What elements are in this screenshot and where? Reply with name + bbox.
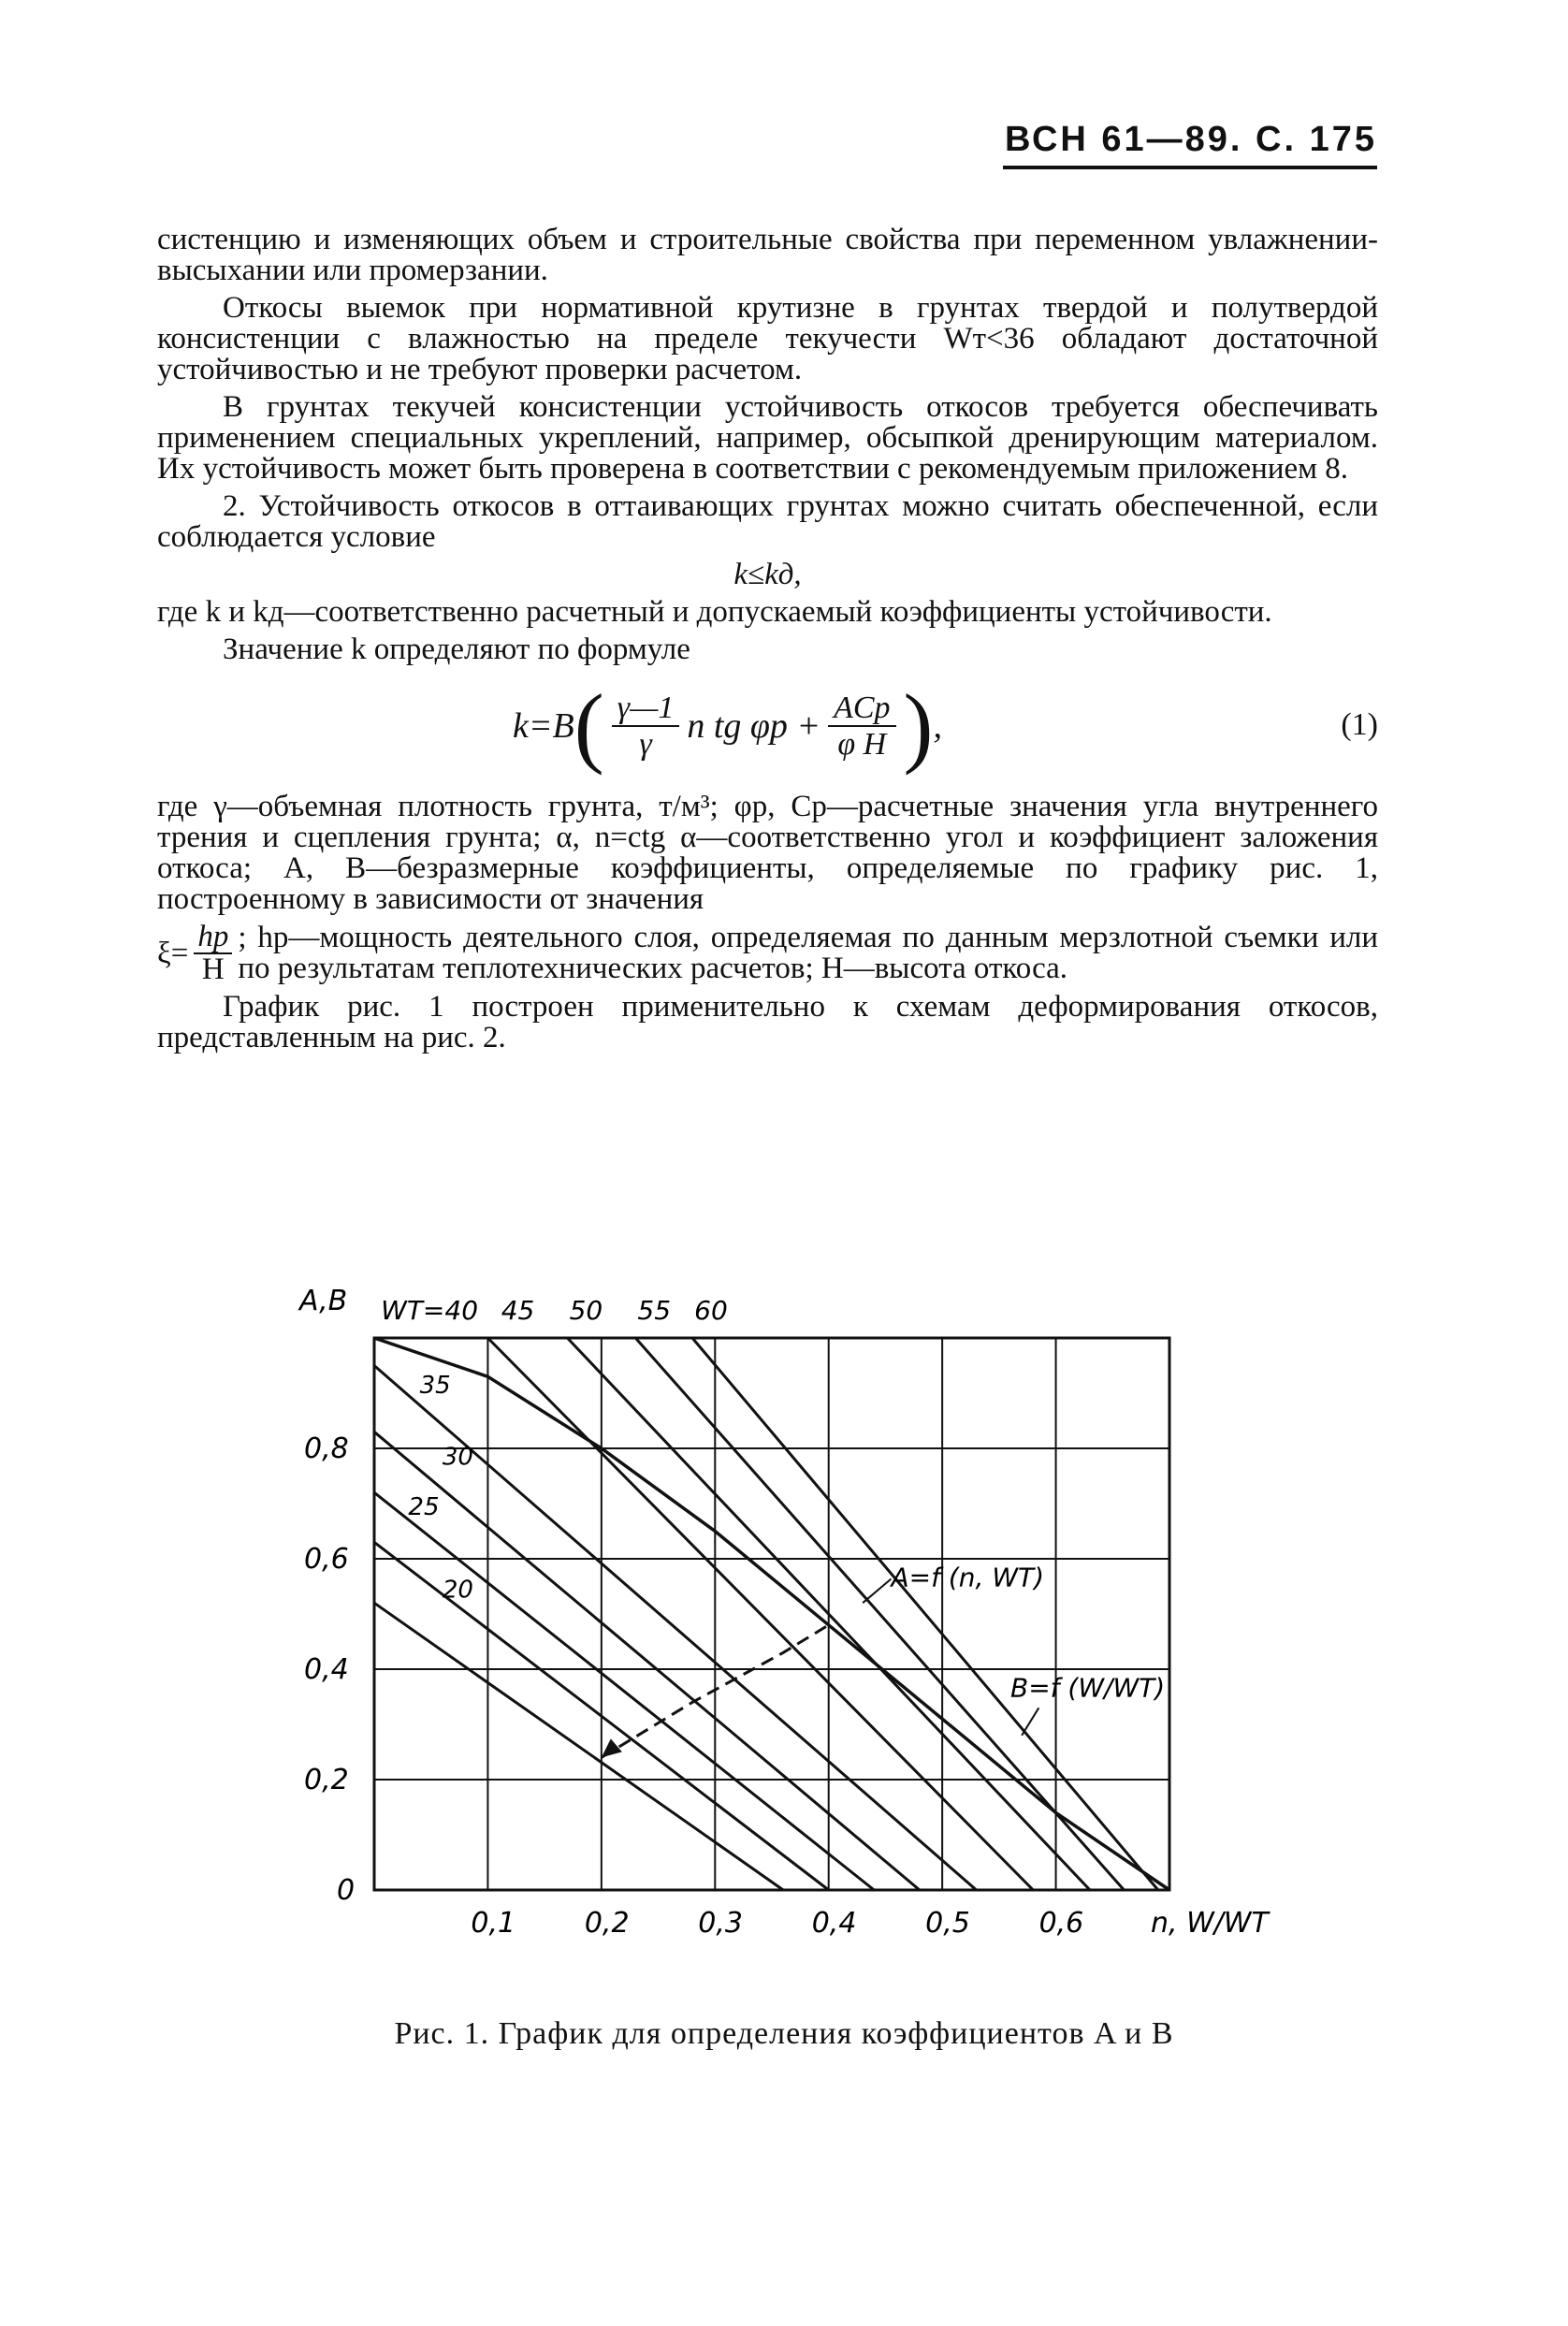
annotation-label: A=f (n, WT) <box>891 1562 1045 1593</box>
annotation-leader <box>863 1579 891 1604</box>
series-line <box>374 1492 874 1890</box>
curve-label: 35 <box>419 1372 451 1400</box>
paragraph: График рис. 1 построен применительно к схемам деформирования откосов, представленным на рис. 2. <box>157 990 1378 1054</box>
curve-label: WT=40 <box>381 1295 479 1326</box>
y-tick-label: 0,6 <box>304 1543 349 1576</box>
fraction-numerator: γ—1 <box>612 692 680 727</box>
x-tick-label: 0,6 <box>1038 1907 1084 1940</box>
formula-lhs: k=B <box>513 705 574 746</box>
curve-label: 50 <box>569 1295 603 1326</box>
x-tick-label: 0,3 <box>698 1907 744 1940</box>
x-axis-label: n, W/WT <box>1151 1907 1269 1940</box>
formula-paren-right: ) <box>903 676 934 776</box>
formula-expression <box>513 676 942 776</box>
x-tick-label: 0,5 <box>925 1907 970 1940</box>
origin-label: 0 <box>337 1874 356 1907</box>
curve-label: 20 <box>442 1576 473 1605</box>
y-axis-label: A,B <box>299 1285 348 1317</box>
xi-definition <box>157 922 1378 985</box>
paragraph: систенцию и изменяющих объем и строительные свойства при переменном увлажнении-высыхании или промерзании. <box>157 223 1378 287</box>
paragraph: Откосы выемок при нормативной крутизне в грунтах твердой и полутвердой консистенции с влажностью на пределе текучести Wт<36 обладают достаточной устойчивостью и не требуют проверки расчетом. <box>157 291 1378 386</box>
paragraph-xi <box>157 922 1378 985</box>
chart-labels <box>298 1285 1271 1940</box>
fraction-numerator: ACр <box>828 692 895 727</box>
formula-fraction-2 <box>828 692 895 760</box>
curve-label: 55 <box>637 1295 672 1326</box>
formula-tail: , <box>933 705 942 746</box>
paragraph: В грунтах текучей консистенции устойчивость откосов требуется обеспечивать применением специальных укреплений, например, обсыпкой дренирующим материалом. Их устойчивость может быть проверена в соответствии с рекомендуемым приложением 8. <box>157 390 1378 486</box>
chart-curves <box>374 1338 1169 1890</box>
fraction-denominator: γ <box>639 727 652 762</box>
arrow-head <box>602 1738 622 1757</box>
xi-fraction <box>194 922 232 985</box>
curve-label: 30 <box>442 1443 473 1472</box>
annotation-label: B=f (W/WT) <box>1010 1672 1166 1704</box>
y-tick-label: 0,8 <box>304 1432 349 1465</box>
formula-fraction-1 <box>612 692 680 760</box>
formula-paren-left: ( <box>573 676 604 776</box>
x-tick-label: 0,4 <box>811 1907 857 1940</box>
curve-label: 45 <box>501 1295 535 1326</box>
xi-numerator: hр <box>194 922 232 954</box>
paragraph: 2. Устойчивость откосов в оттаивающих грунтах можно считать обеспеченной, если соблюдается условие <box>157 489 1378 554</box>
paragraph: где γ—объемная плотность грунта, т/м³; φр, Cр—расчетные значения угла внутреннего трения и сцепления грунта; α, n=ctg α—соответственно угол и коэффициент заложения откоса; A, B—безразмерные коэффициенты, определяемые по графику рис. 1, построенному в зависимости от значения <box>157 790 1378 916</box>
stability-condition: k≤kд, <box>733 558 802 591</box>
annotation-leader <box>1022 1708 1038 1736</box>
y-tick-label: 0,2 <box>304 1764 349 1796</box>
xi-lhs: ξ= <box>157 936 189 970</box>
xi-denominator: H <box>201 952 225 986</box>
x-tick-label: 0,2 <box>584 1907 630 1940</box>
paragraph: где k и kд—соответственно расчетный и допускаемый коэффициенты устойчивости. <box>157 595 1272 629</box>
y-tick-label: 0,4 <box>304 1653 349 1686</box>
paragraph: Значение k определяют по формуле <box>223 632 690 666</box>
fraction-denominator: φ H <box>837 727 887 762</box>
x-tick-label: 0,1 <box>471 1907 516 1940</box>
formula-1 <box>157 672 1378 784</box>
formula-middle: n tg φр + <box>687 705 821 746</box>
xi-description: ; hр—мощность деятельного слоя, определяемая по данным мерзлотной съемки или по результатам теплотехнических расчетов; H—высота откоса. <box>238 921 1378 985</box>
equation-number: (1) <box>1341 707 1378 742</box>
curve-label: 25 <box>408 1492 440 1521</box>
body-text <box>157 225 1378 1060</box>
chart-figure-1 <box>0 1235 1568 2002</box>
series-line <box>374 1603 783 1890</box>
curve-label: 60 <box>694 1295 728 1326</box>
page-header: ВСН 61—89. С. 175 <box>1003 120 1377 169</box>
figure-caption: Рис. 1. График для определения коэффициентов A и B <box>394 2016 1174 2051</box>
